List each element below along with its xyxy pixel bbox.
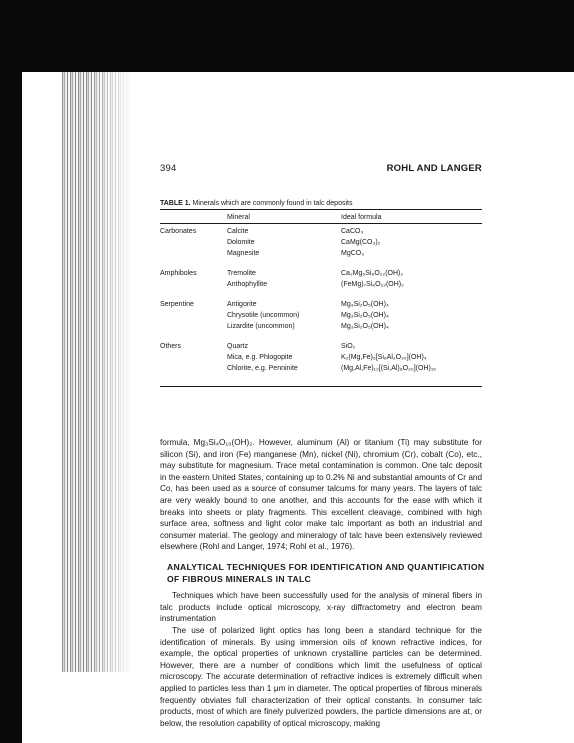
table-cell-formula: Ca₂Mg₅Si₈O₂₂(OH)₂ (341, 270, 404, 277)
table-row (160, 270, 482, 281)
table-cell-formula: MgCO₃ (341, 250, 365, 257)
table-row (160, 323, 482, 334)
column-header-mineral: Mineral (227, 214, 250, 221)
table-rule-bottom (160, 386, 482, 387)
table-cell-mineral: Quartz (227, 343, 249, 350)
table-group (160, 301, 482, 334)
table-cell-formula: CaMg(CO₃)₂ (341, 239, 381, 246)
punch-hole-middle (30, 400, 60, 430)
table-cell-formula: CaCO₃ (341, 228, 364, 235)
table-cell-mineral: Lizardite (uncommon) (227, 323, 295, 330)
scan-border-top (0, 0, 574, 72)
table-cell-category: Others (160, 343, 182, 350)
table-row (160, 354, 482, 365)
section-heading: ANALYTICAL TECHNIQUES FOR IDENTIFICATION AND QUANTIFICATION OF FIBROUS MINERALS IN TALC (167, 562, 485, 584)
table-cell-mineral: Anthophyllite (227, 281, 268, 288)
table-cell-mineral: Antigorite (227, 301, 257, 308)
table-cell-mineral: Tremolite (227, 270, 256, 277)
table-row (160, 239, 482, 250)
table-cell-mineral: Mica, e.g. Phlogopite (227, 354, 293, 361)
table-cell-mineral: Calcite (227, 228, 249, 235)
table-cell-formula: K₂(Mg,Fe)₆[Si₆Al₂O₂₀](OH)₄ (341, 354, 427, 361)
table-row (160, 281, 482, 292)
table-cell-mineral: Chrysotile (uncommon) (227, 312, 300, 319)
table-row (160, 228, 482, 239)
table-cell-category: Carbonates (160, 228, 197, 235)
table-cell-formula: SiO₂ (341, 343, 356, 350)
table-cell-mineral: Chlorite, e.g. Penninite (227, 365, 298, 372)
table-caption-label: TABLE 1. (160, 200, 191, 207)
table-cell-formula: (FeMg)₇Si₈O₂₂(OH)₂ (341, 281, 404, 288)
table-row (160, 343, 482, 354)
table-row (160, 312, 482, 323)
scan-border-left (0, 0, 22, 743)
table-cell-formula: Mg₃Si₂O₅(OH)₄ (341, 323, 389, 330)
table-group (160, 270, 482, 292)
table-cell-category: Serpentine (160, 301, 194, 308)
table-cell-formula: (Mg,Al,Fe)₁₂[(Si,Al)₈O₂₀](OH)₁₆ (341, 365, 437, 372)
table-rule-header (160, 223, 482, 224)
body-paragraph-3: The use of polarized light optics has long been a standard technique for the identification of minerals. By using immersion oils of known refractive indices, for example, the optical properties of unknown crystalline particles can be determined. However, there are a number of conditions which limit the usefulness of optical microscopy. The accurate determination of refractive indices is extremely difficult when applied to particles less than 1 μm in diameter. The optical properties of fibrous minerals frequently obviates full characterization of their optical constants. In consumer talc products, most of which are finely pulverized powders, the particle dimensions are at, or below, the resolution capability of optical microscopy, making (160, 626, 482, 728)
column-header-formula: Ideal formula (341, 214, 382, 221)
table-caption (160, 200, 352, 207)
body-paragraph-2: Techniques which have been successfully used for the analysis of mineral fibers in talc products include optical microscopy, x-ray diffractometry and electron beam instrumentation (160, 591, 482, 624)
punch-hole-top (30, 130, 60, 160)
table-row (160, 365, 482, 376)
table-group (160, 228, 482, 261)
table-cell-category: Amphiboles (160, 270, 197, 277)
minerals-table (160, 228, 482, 385)
table-cell-mineral: Dolomite (227, 239, 255, 246)
page-number: 394 (160, 163, 177, 174)
running-head: ROHL AND LANGER (386, 163, 482, 174)
punch-hole-bottom (30, 660, 60, 690)
binding-shadow (62, 72, 132, 672)
table-cell-formula: Mg₃Si₂O₅(OH)₄ (341, 312, 389, 319)
table-rule-top (160, 209, 482, 210)
table-group (160, 343, 482, 376)
table-row (160, 301, 482, 312)
body-paragraph-1: formula, Mg₃Si₄O₁₀(OH)₂. However, aluminum (Al) or titanium (Ti) may substitute for silicon (Si), and iron (Fe) manganese (Mn), nickel (Ni), chromium (Cr), cobalt (Co), etc., may substitute for magnesium. Trace metal contamination is common. One talc deposit in the eastern United States, containing up to 0.2% Ni and substantial amounts of Cr and Co, has been used as a source of consumer talcums for many years. The layers of talc are very weakly bound to one another, and this accounts for the ease with which it breaks into sheets or platy fragments. This excellent cleavage, combined with high surface area, softness and light color make talc important as both an industrial and consumer material. The geology and mineralogy of talc have been extensively reviewed elsewhere (Rohl and Langer, 1974; Rohl et al., 1976). (160, 438, 482, 552)
table-caption-text: Minerals which are commonly found in talc deposits (190, 200, 353, 207)
table-row (160, 250, 482, 261)
table-cell-formula: Mg₃Si₂O₅(OH)₄ (341, 301, 389, 308)
table-cell-mineral: Magnesite (227, 250, 260, 257)
